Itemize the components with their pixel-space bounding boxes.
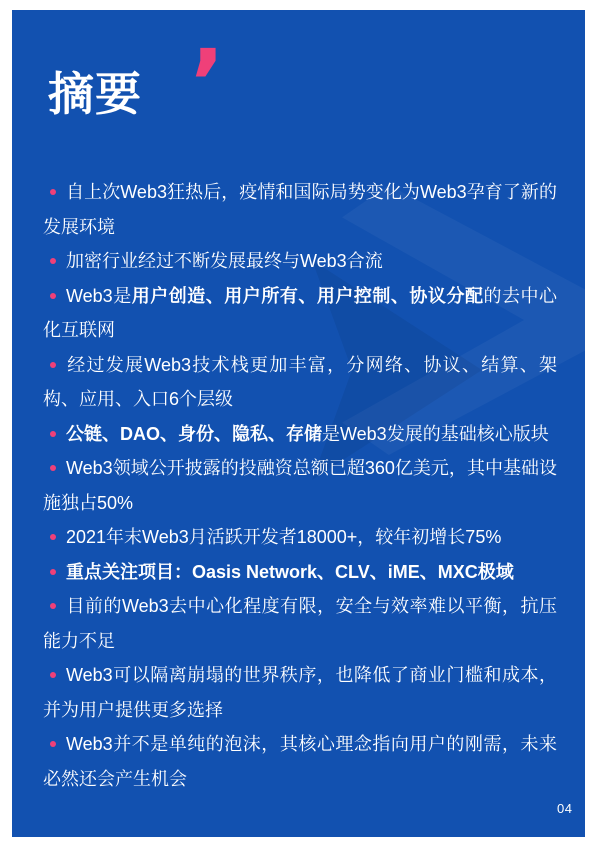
summary-text-segment: Web3可以隔离崩塌的世界秩序，也降低了商业门槛和成本，并为用户提供更多选择 [43, 665, 557, 720]
summary-item [43, 658, 557, 727]
summary-item [43, 555, 557, 590]
bullet-icon [50, 465, 56, 471]
summary-item [43, 175, 557, 244]
summary-item [43, 417, 557, 452]
summary-text-segment: Web3领域公开披露的投融资总额已超360亿美元，其中基础设施独占50% [43, 458, 557, 513]
bullet-icon [50, 189, 56, 195]
summary-text-segment: 经过发展Web3技术栈更加丰富，分网络、协议、结算、架构、应用、入口6个层级 [43, 354, 557, 409]
title-row [48, 30, 225, 148]
summary-item [43, 451, 557, 520]
bullet-icon [50, 534, 56, 540]
summary-item [43, 589, 557, 658]
summary-item [43, 279, 557, 348]
summary-text-segment: 的去中心化互联网 [43, 285, 558, 340]
summary-text-segment: 自上次Web3狂热后，疫情和国际局势变化为Web3孕育了新的发展环境 [43, 182, 557, 237]
bullet-icon [50, 603, 56, 609]
page-title: 摘要 [48, 68, 142, 120]
report-page-panel [12, 10, 585, 837]
bullet-icon [50, 431, 56, 437]
summary-item [43, 520, 557, 555]
summary-item [43, 244, 557, 279]
summary-item [43, 348, 557, 417]
summary-text-segment: 用户创造、用户所有、用户控制、协议分配 [131, 285, 484, 306]
summary-text-segment: 公链、DAO、身份、隐私、存储 [66, 423, 322, 444]
bullet-icon [50, 672, 56, 678]
bullet-icon [50, 362, 56, 368]
bullet-icon [50, 258, 56, 264]
summary-text-segment: 是Web3发展的基础核心版块 [322, 423, 549, 444]
summary-list [43, 175, 557, 796]
summary-item [43, 727, 557, 796]
summary-text-segment: Web3并不是单纯的泡沫，其核心理念指向用户的刚需，未来必然还会产生机会 [43, 734, 557, 789]
bullet-icon [50, 293, 56, 299]
bullet-icon [50, 741, 56, 747]
bullet-icon [50, 569, 56, 575]
summary-text-segment: 目前的Web3去中心化程度有限，安全与效率难以平衡，抗压能力不足 [43, 596, 557, 651]
summary-text-segment: 加密行业经过不断发展最终与Web3合流 [66, 251, 383, 271]
quote-mark-icon: ’ [190, 30, 225, 137]
summary-text-segment: 重点关注项目：Oasis Network、CLV、iME、MXC极域 [66, 561, 514, 582]
page-number: 04 [557, 801, 573, 816]
summary-text-segment: 2021年末Web3月活跃开发者18000+，较年初增长75% [66, 527, 502, 547]
summary-text-segment: Web3是 [66, 285, 132, 306]
